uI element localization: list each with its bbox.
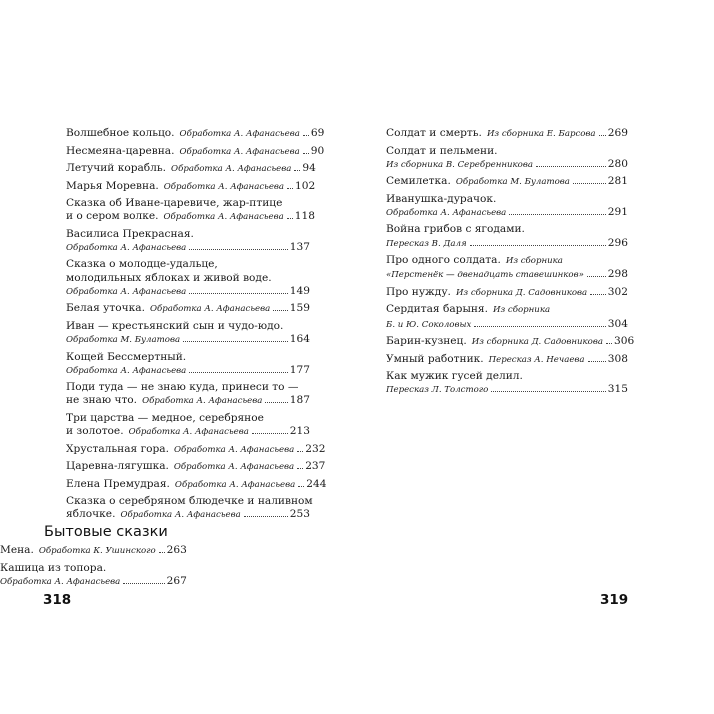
dot-leader: [599, 135, 606, 136]
dot-leader: [189, 372, 287, 373]
toc-entry-line: [66, 508, 310, 522]
toc-entry-line: [66, 179, 316, 194]
dot-leader: [244, 516, 288, 517]
entry-title: Несмеяна-царевна.: [66, 144, 175, 157]
toc-entry: [0, 562, 187, 589]
toc-entry: [66, 320, 310, 347]
toc-entry: [66, 351, 310, 378]
toc-entry: [66, 495, 313, 522]
toc-entry: [386, 223, 628, 250]
entry-title: Сказка о молодце-удальце,: [66, 258, 218, 271]
dot-leader: [265, 402, 287, 403]
entry-editor: Б. и Ю. Соколовых: [386, 319, 472, 330]
entry-editor: Из сборника Д. Садовникова: [471, 337, 603, 348]
entry-editor: Обработка А. Афанасьева: [171, 164, 292, 174]
entry-page-number: 298: [607, 268, 628, 281]
entry-title: Сказка об Иване-царевиче, жар-птице: [66, 197, 283, 209]
dot-leader: [294, 170, 300, 171]
section-heading: Бытовые сказки: [44, 524, 168, 540]
toc-entry-line: [66, 241, 310, 255]
toc-entry: [386, 175, 628, 189]
entry-title: Про одного солдата.: [386, 254, 501, 267]
toc-entry-line: [66, 302, 310, 316]
entry-editor: «Перстенёк — двенадцать ставешинков»: [386, 270, 584, 281]
entry-title: и золотое.: [66, 425, 124, 438]
toc-entry: [66, 197, 316, 224]
toc-entry: [66, 179, 316, 194]
entry-page-number: 137: [289, 240, 310, 253]
toc-entry-line: [386, 286, 628, 300]
entry-title: Марья Моревна.: [66, 179, 159, 192]
entry-title: Сердитая барыня.: [386, 303, 488, 316]
entry-title: Иванушка-дурачок.: [386, 192, 497, 205]
entry-title: Три царства — медное, серебряное: [66, 411, 264, 424]
entry-page-number: 94: [302, 162, 316, 174]
toc-entry: [66, 162, 316, 176]
toc-entry: [66, 228, 310, 255]
entry-editor: Обработка А. Афанасьева: [179, 129, 300, 139]
entry-title: Солдат и пельмени.: [386, 144, 498, 157]
entry-page-number: 159: [289, 302, 310, 315]
entry-title: Летучий корабль.: [66, 162, 167, 174]
toc-entry-line: [386, 223, 628, 236]
entry-title: Как мужик гусей делил.: [386, 370, 523, 383]
toc-entry-line: [66, 162, 316, 176]
entry-title: Семилетка.: [386, 175, 451, 188]
entry-editor: Обработка А. Афанасьева: [173, 444, 295, 455]
entry-page-number: 304: [607, 317, 628, 330]
entry-title: не знаю что.: [66, 394, 138, 407]
entry-editor: Из сборника В. Серебренникова: [386, 159, 533, 170]
toc-entry-line: [386, 353, 628, 367]
toc-left-section: [0, 544, 187, 592]
toc-entry: [66, 302, 310, 316]
entry-editor: Обработка М. Булатова: [66, 335, 181, 346]
entry-title: Война грибов с ягодами.: [386, 223, 525, 236]
dot-leader: [303, 153, 309, 154]
toc-entry-line: [66, 127, 325, 141]
toc-entry-line: [66, 442, 326, 457]
entry-title: Елена Премудрая.: [66, 477, 170, 490]
dot-leader: [606, 343, 612, 344]
page-number-right: 319: [600, 592, 629, 608]
toc-entry-line: [386, 370, 628, 383]
dot-leader: [509, 214, 605, 215]
entry-editor: Из сборника Е. Барсова: [486, 129, 596, 139]
page-number-left: 318: [43, 592, 72, 608]
toc-entry: [386, 127, 628, 141]
entry-editor: Обработка А. Афанасьева: [163, 212, 284, 223]
toc-entry-line: [66, 495, 313, 508]
entry-page-number: 281: [607, 175, 628, 188]
entry-page-number: 253: [289, 508, 310, 521]
dot-leader: [252, 433, 288, 434]
dot-leader: [573, 183, 606, 184]
toc-entry-line: [0, 562, 187, 575]
toc-entry-line: [66, 364, 310, 378]
entry-page-number: 302: [607, 285, 628, 298]
entry-title: Кощей Бессмертный.: [66, 350, 187, 363]
toc-entry-line: [386, 127, 628, 141]
toc-entry-line: [66, 381, 310, 394]
entry-page-number: 69: [310, 127, 325, 139]
entry-editor: Обработка А. Афанасьева: [173, 462, 295, 473]
entry-title: и о сером волке.: [66, 210, 159, 223]
entry-page-number: 149: [289, 284, 310, 297]
toc-right-column: [386, 127, 635, 401]
dot-leader: [536, 166, 606, 167]
toc-entry: [386, 370, 628, 397]
entry-editor: Обработка М. Булатова: [455, 177, 570, 188]
toc-entry: [66, 477, 327, 492]
toc-entry-line: [386, 335, 635, 349]
entry-editor: Обработка А. Афанасьева: [142, 396, 263, 407]
entry-editor: Обработка А. Афанасьева: [179, 146, 300, 157]
entry-title: молодильных яблоках и живой воде.: [66, 271, 272, 284]
toc-entry-line: [66, 258, 310, 271]
entry-title: Василиса Прекрасная.: [66, 227, 194, 240]
toc-entry-line: [386, 318, 628, 332]
entry-title: яблочке.: [66, 508, 116, 521]
toc-entry-line: [0, 575, 187, 589]
entry-page-number: 291: [607, 205, 628, 218]
entry-editor: Обработка А. Афанасьева: [149, 304, 271, 315]
dot-leader: [587, 276, 606, 277]
dot-leader: [588, 361, 606, 362]
dot-leader: [189, 293, 287, 294]
entry-editor: Обработка А. Афанасьева: [0, 576, 121, 587]
entry-editor: Обработка А. Афанасьева: [66, 365, 187, 376]
toc-entry-line: [386, 158, 628, 172]
entry-title: Барин-кузнец.: [386, 335, 467, 348]
toc-entry: [66, 258, 310, 299]
entry-page-number: 102: [295, 179, 316, 192]
entry-title: Поди туда — не знаю куда, принеси то —: [66, 381, 299, 394]
toc-left-column: [66, 127, 327, 526]
toc-entry: [386, 254, 628, 282]
entry-page-number: 177: [289, 363, 310, 376]
entry-editor: Пересказ А. Нечаева: [488, 354, 585, 365]
entry-editor: Обработка А. Афанасьева: [66, 242, 187, 253]
entry-editor: Из сборника Д. Садовникова: [455, 287, 588, 298]
entry-editor: Из сборника: [493, 305, 551, 316]
toc-entry-line: [66, 144, 325, 159]
entry-title: Солдат и смерть.: [386, 127, 482, 139]
entry-editor: Обработка А. Афанасьева: [174, 479, 296, 490]
entry-editor: Обработка К. Ушинского: [38, 546, 156, 556]
toc-entry-line: [386, 237, 628, 251]
entry-editor: Обработка А. Афанасьева: [163, 181, 285, 192]
toc-entry: [386, 145, 628, 172]
dot-leader: [297, 468, 303, 469]
toc-entry-line: [386, 268, 628, 282]
entry-title: Белая уточка.: [66, 302, 145, 315]
dot-leader: [491, 391, 605, 392]
toc-entry-line: [66, 228, 310, 241]
dot-leader: [189, 249, 287, 250]
toc-entry-line: [66, 351, 310, 364]
dot-leader: [297, 451, 303, 452]
entry-page-number: 164: [289, 333, 310, 346]
dot-leader: [470, 245, 606, 246]
entry-page-number: 280: [607, 157, 628, 170]
toc-entry: [386, 286, 628, 300]
toc-entry-line: [386, 303, 628, 317]
entry-editor: Из сборника: [505, 256, 563, 267]
toc-entry: [66, 381, 310, 408]
toc-entry-line: [66, 460, 326, 474]
entry-page-number: 269: [607, 127, 628, 139]
entry-page-number: 315: [607, 383, 628, 396]
entry-page-number: 232: [305, 442, 326, 455]
dot-leader: [590, 294, 606, 295]
toc-entry-line: [0, 544, 187, 558]
toc-entry: [386, 353, 628, 367]
toc-entry: [66, 144, 325, 159]
toc-entry-line: [386, 175, 628, 189]
dot-leader: [474, 326, 605, 327]
entry-page-number: 308: [607, 352, 628, 365]
dot-leader: [123, 583, 164, 584]
entry-page-number: 118: [294, 210, 316, 223]
entry-title: Волшебное кольцо.: [66, 127, 175, 139]
toc-entry-line: [66, 412, 310, 425]
entry-page-number: 296: [607, 236, 628, 249]
toc-entry: [386, 303, 628, 331]
entry-editor: Обработка А. Афанасьева: [120, 510, 241, 521]
dot-leader: [183, 341, 288, 342]
toc-entry-line: [386, 145, 628, 158]
entry-title: Иван — крестьянский сын и чудо-юдо.: [66, 319, 284, 332]
entry-page-number: 237: [305, 460, 326, 473]
toc-entry: [66, 127, 325, 141]
entry-title: Хрустальная гора.: [66, 442, 169, 455]
toc-entry-line: [66, 197, 310, 210]
entry-page-number: 306: [613, 335, 635, 348]
entry-page-number: 187: [289, 394, 310, 407]
toc-entry-line: [66, 477, 327, 492]
entry-page-number: 267: [166, 574, 187, 587]
toc-entry-line: [386, 193, 628, 206]
toc-entry-line: [66, 394, 310, 408]
dot-leader: [287, 218, 293, 219]
toc-entry-line: [66, 272, 310, 285]
entry-title: Мена.: [0, 544, 34, 556]
toc-entry-line: [66, 210, 316, 224]
entry-title: Кашица из топора.: [0, 561, 107, 574]
toc-entry-line: [386, 206, 628, 220]
entry-page-number: 90: [310, 144, 325, 157]
dot-leader: [298, 486, 304, 487]
toc-entry-line: [386, 383, 628, 397]
toc-entry-line: [66, 333, 310, 347]
entry-editor: Обработка А. Афанасьева: [66, 286, 187, 297]
toc-entry: [66, 442, 326, 457]
toc-entry: [386, 193, 628, 220]
entry-page-number: 213: [289, 425, 310, 438]
toc-entry: [386, 335, 635, 349]
toc-entry: [66, 460, 326, 474]
entry-editor: Пересказ В. Даля: [386, 238, 467, 249]
entry-title: Про нужду.: [386, 285, 451, 298]
toc-entry-line: [66, 285, 310, 299]
dot-leader: [159, 552, 165, 553]
entry-title: Умный работник.: [386, 352, 484, 365]
toc-entry-line: [66, 425, 310, 439]
entry-page-number: 263: [166, 544, 187, 556]
toc-entry: [66, 412, 310, 439]
entry-title: Сказка о серебряном блюдечке и наливном: [66, 495, 313, 508]
toc-entry: [0, 544, 187, 558]
entry-page-number: 244: [306, 477, 327, 490]
dot-leader: [303, 135, 309, 136]
toc-entry-line: [66, 320, 310, 333]
entry-editor: Обработка А. Афанасьева: [128, 427, 249, 438]
entry-editor: Пересказ Л. Толстого: [386, 385, 489, 396]
entry-title: Царевна-лягушка.: [66, 460, 169, 473]
toc-entry-line: [386, 254, 628, 268]
dot-leader: [273, 310, 288, 311]
dot-leader: [287, 188, 293, 189]
entry-editor: Обработка А. Афанасьева: [386, 207, 507, 218]
